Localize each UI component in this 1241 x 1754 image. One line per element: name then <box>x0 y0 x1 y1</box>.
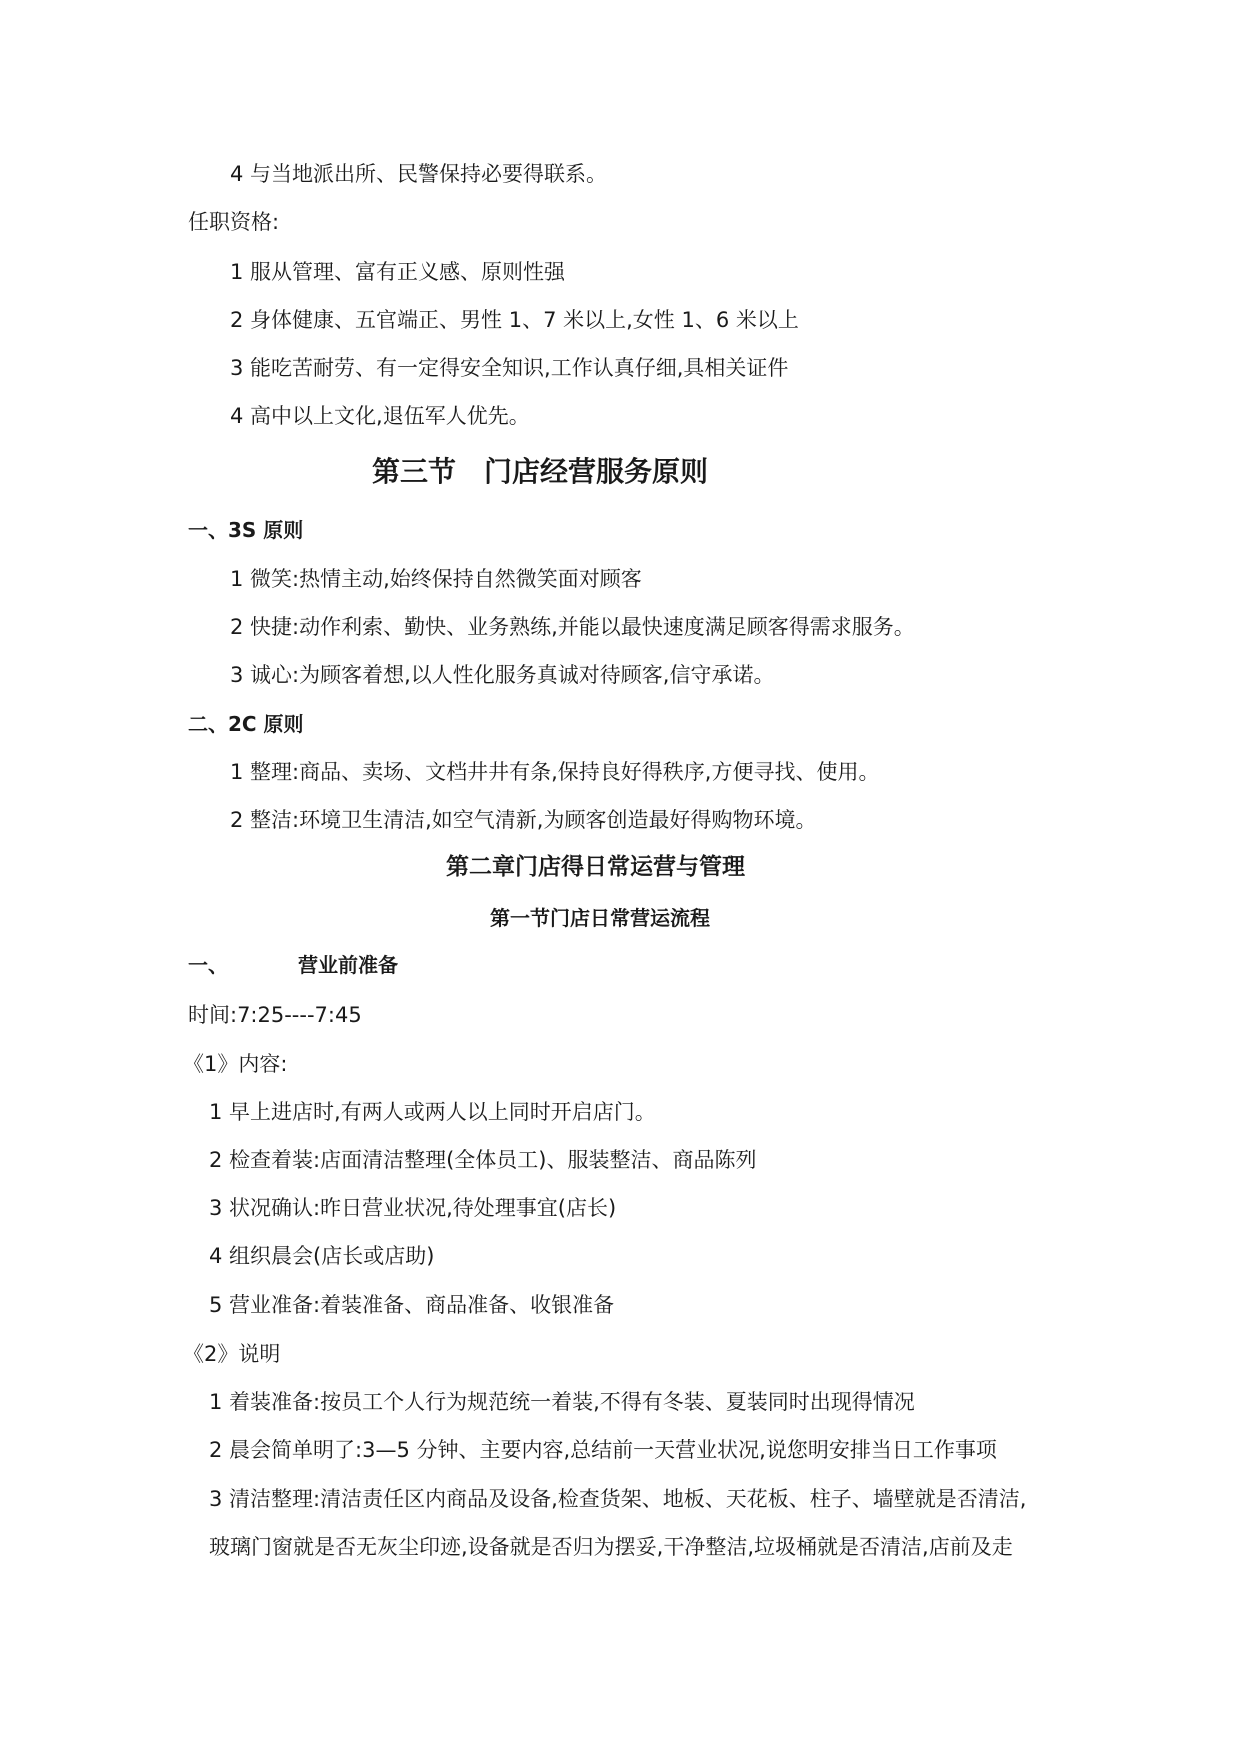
2c-item-1: 1 整理:商品、卖场、文档井井有条,保持良好得秩序,方便寻找、使用。 <box>230 760 880 784</box>
chapter-2-section-1-title: 第一节门店日常营运流程 <box>490 906 710 930</box>
section-3-title <box>372 454 708 490</box>
sub-heading-2c: 二、2C 原则 <box>188 712 304 736</box>
notes-item-1: 1 着装准备:按员工个人行为规范统一着装,不得有冬装、夏装同时出现得情况 <box>209 1390 915 1414</box>
part-1-number: 一、 <box>188 953 228 977</box>
content-item-2: 2 检查着装:店面清洁整理(全体员工)、服装整洁、商品陈列 <box>209 1148 757 1172</box>
section-3-text: 门店经营服务原则 <box>484 455 709 488</box>
qualification-item-4: 4 高中以上文化,退伍军人优先。 <box>230 404 530 428</box>
content-item-1: 1 早上进店时,有两人或两人以上同时开启店门。 <box>209 1100 656 1124</box>
notes-item-2: 2 晨会简单明了:3—5 分钟、主要内容,总结前一天营业状况,说您明安排当日工作事项 <box>209 1438 997 1462</box>
part-1-heading <box>188 951 398 979</box>
notes-item-3: 3 清洁整理:清洁责任区内商品及设备,检查货架、地板、天花板、柱子、墙壁就是否清洁, <box>209 1487 1027 1511</box>
time-range: 时间:7:25----7:45 <box>188 1003 362 1027</box>
content-item-3: 3 状况确认:昨日营业状况,待处理事宜(店长) <box>209 1196 617 1220</box>
section-3-number: 第三节 <box>372 455 457 488</box>
content-heading: 《1》内容: <box>183 1052 288 1076</box>
2c-item-2: 2 整洁:环境卫生清洁,如空气清新,为顾客创造最好得购物环境。 <box>230 808 817 832</box>
sub-heading-3s: 一、3S 原则 <box>188 518 304 542</box>
3s-item-1: 1 微笑:热情主动,始终保持自然微笑面对顾客 <box>230 567 642 591</box>
qualification-item-1: 1 服从管理、富有正义感、原则性强 <box>230 260 566 284</box>
qualifications-heading: 任职资格: <box>188 210 280 234</box>
3s-item-2: 2 快捷:动作利索、勤快、业务熟练,并能以最快速度满足顾客得需求服务。 <box>230 615 915 639</box>
chapter-2-title: 第二章门店得日常运营与管理 <box>446 854 745 880</box>
part-1-title: 营业前准备 <box>298 953 398 977</box>
3s-item-3: 3 诚心:为顾客着想,以人性化服务真诚对待顾客,信守承诺。 <box>230 663 775 687</box>
qualification-item-2: 2 身体健康、五官端正、男性 1、7 米以上,女性 1、6 米以上 <box>230 308 799 332</box>
notes-item-3-continued: 玻璃门窗就是否无灰尘印迹,设备就是否归为摆妥,干净整洁,垃圾桶就是否清洁,店前及走 <box>209 1535 1013 1559</box>
notes-heading: 《2》说明 <box>183 1342 281 1366</box>
duty-item-4: 4 与当地派出所、民警保持必要得联系。 <box>230 162 608 186</box>
qualification-item-3: 3 能吃苦耐劳、有一定得安全知识,工作认真仔细,具相关证件 <box>230 356 789 380</box>
content-item-4: 4 组织晨会(店长或店助) <box>209 1244 435 1268</box>
content-item-5: 5 营业准备:着装准备、商品准备、收银准备 <box>209 1293 615 1317</box>
